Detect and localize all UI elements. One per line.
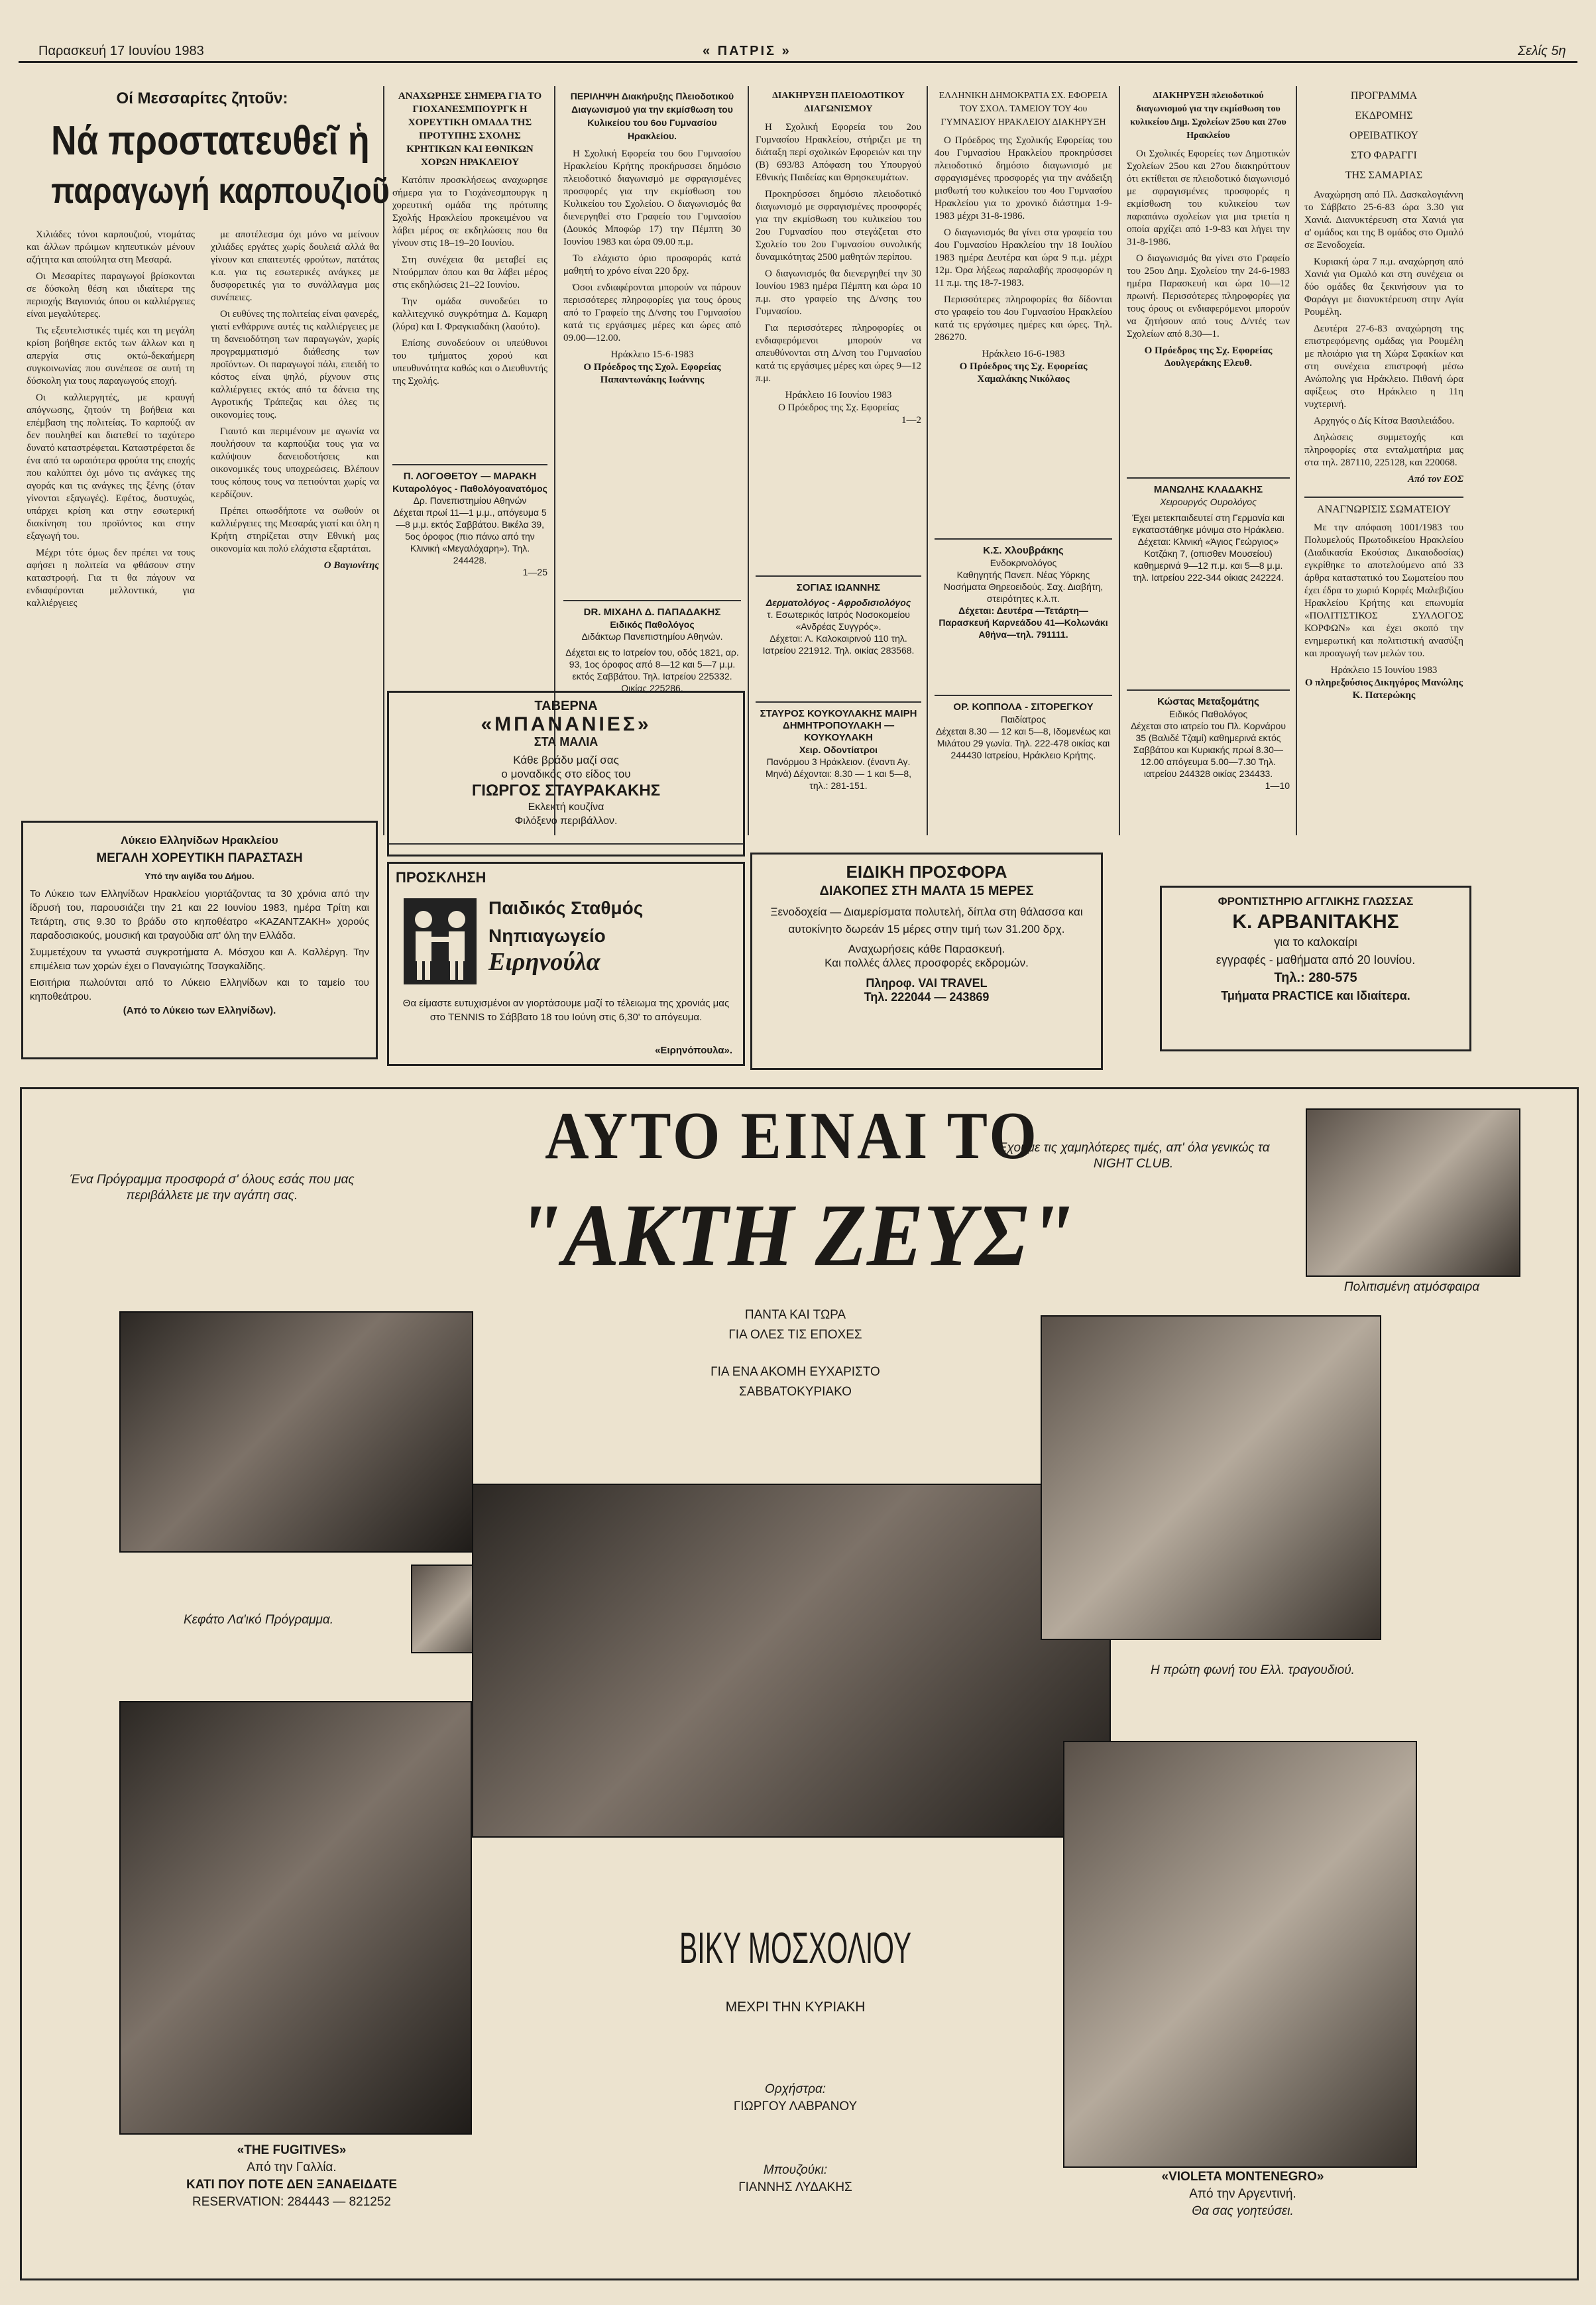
article-dance-group — [392, 89, 547, 392]
lead-article — [27, 89, 390, 213]
article-paragraph: Ο Πρόεδρος της Σχολικής Εφορείας του 4ου Γυμνασίου Ηρακλείου προκηρύσσει πλειοδοτικό δημόσιο διαγωνισμό με σφραγισμένες προσφορές για την ανάδειξη μισθωτή του κυλικείου του 4ου Γυμνασίου Ηρακλείου για το χρονικό διάστημα 1-9-1983 μέχρι 31-8-1986. — [935, 135, 1112, 221]
ad-koppola — [935, 695, 1112, 761]
ad-signature: (Από το Λύκειο των Ελληνίδων). — [123, 1005, 276, 1016]
ad-name: Π. ΛΟΓΟΘΕΤΟΥ — ΜΑΡΑΚΗ — [403, 471, 537, 482]
article-paragraph: Αναχώρηση από Πλ. Δασκαλογιάννη το Σάββατο 25-6-83 ώρα 3.30 για Χανιά. Διανυκτέρευση στα Χανιά για α' ομάδος και της Β ομάδος στο Ομαλό σε Ξενοδοχεία. — [1304, 190, 1463, 251]
ad-credentials: τ. Εσωτερικός Ιατρός Νοσοκομείου «Ανδρέας Συγγρός». — [767, 609, 910, 632]
article-title: ΤΗΣ ΣΑΜΑΡΙΑΣ — [1345, 170, 1423, 181]
ad-body: Το Λύκειο των Ελληνίδων Ηρακλείου γιορτάζοντας τα 30 χρόνια από την ίδρυσή του, παρουσιάζει την 21 και 22 Ιουνίου 1983, ημέρα Τρίτη και Τετάρτη, στις 9.30 το βράδυ στο κηποθέατρο «ΚΑΖΑΝΤΖΑΚΗ» χορούς παραδοσιακούς, μουσική και τραγούδια απ' όλη την Ελλάδα. — [30, 888, 369, 941]
article-title: ΕΛΛΗΝΙΚΗ ΔΗΜΟΚΡΑΤΙΑ ΣΧ. ΕΦΟΡΕΙΑ ΤΟΥ ΣΧΟΛ. ΤΑΜΕΙΟΥ ΤΟΥ 4ου ΓΥΜΝΑΣΙΟΥ ΗΡΑΚΛΕΙΟΥ ΔΙΑΚΗΡΥΞΗ — [939, 91, 1108, 127]
bouzouki-name: ΓΙΑΝΝΗΣ ΛΥΔΑΚΗΣ — [738, 2180, 852, 2194]
ad-body: για το καλοκαίρι — [1274, 935, 1357, 949]
akti-zeus-tagline-left: Ένα Πρόγραμμα προσφορά σ' όλους εσάς που μας περιβάλλετε με την αγάπη σας. — [70, 1173, 355, 1203]
article-title: ΠΕΡΙΛΗΨΗ Διακήρυξης Πλειοδοτικού Διαγωνισμού για την εκμίσθωση του Κυλικείου του 6ου Γυμνασίου Ηρακλείου. — [570, 91, 734, 141]
column-rule — [1296, 86, 1297, 835]
article-date: Ηράκλειο 16 Ιουνίου 1983 — [785, 390, 892, 400]
ad-name: ΟΡ. ΚΟΠΠΟΛΑ - ΣΙΤΟΡΕΓΚΟΥ — [953, 701, 1094, 713]
article-date: Ηράκλειο 15-6-1983 — [610, 349, 694, 360]
header-page-number: Σελίς 5η — [1518, 44, 1566, 58]
akti-zeus-slogan: ΓΙΑ ΟΛΕΣ ΤΙΣ ΕΠΟΧΕΣ — [728, 1328, 862, 1342]
photo-nightclub-interior — [1306, 1108, 1520, 1277]
fugitives-origin: Από την Γαλλία. — [247, 2160, 337, 2174]
article-paragraph: Δευτέρα 27-6-83 αναχώρηση της επιστρεφόμενης ομάδας για Ρουμέλη με πλοιάριο για τη Χώρα Σφακίων και στη συνέχεια επιστροφή μέσω Ανώπολης για Ηράκλειο. Πιθανή ώρα αφίξεως στο Ηράκλειο η 11η νυχτερινή. — [1304, 324, 1463, 410]
header-rule — [19, 61, 1577, 63]
violeta-tagline: Θα σας γοητεύσει. — [1192, 2204, 1294, 2218]
ad-metaxomatis — [1127, 689, 1290, 792]
article-paragraph: Ο διαγωνισμός θα γίνει στο Γραφείο του 25ου Δημ. Σχολείου την 24-6-1983 ημέρα Παρασκευή και ώρα 10—12 πρωινή. Περισσότερες πληροφορίες για τους όρους οι ενδιαφερόμενοι μπορούν να ζητήσουν από τους Δ/ντές των Σχολείων από 8.30—1. — [1127, 253, 1290, 339]
ad-heading: Παιδικός Σταθμός — [488, 898, 644, 918]
article-paragraph: Ο διαγωνισμός θα διενεργηθεί την 30 Ιουνίου 1983 ημέρα Πέμπτη και ώρα 10 π.μ. στο γραφείο της Δ/νσης του Γυμνασίου. — [756, 268, 921, 317]
bouzouki-label: Μπουζούκι: — [763, 2163, 828, 2177]
article-paragraph: Η Σχολική Εφορεία του 6ου Γυμνασίου Ηρακλείου Κρήτης προκήρυσσει δημόσιο πλειοδοτικό διαγωνισμό με σφραγισμένες προσφορές για την εκμίσθωση του Κυλικείου του Σχολείου. Ο διαγωνισμός θα διενεργηθεί στο Γραφείο του Γυμνασίου (Δουκός Μποφώρ 17) την Πέμπτη 30 Ιουνίου 1983 και ώρα 09.00 π.μ. — [563, 148, 741, 247]
ad-details: Δέχεται εις το Ιατρείον του, οδός 1821, αρ. 93, 1ος όροφος από 8—12 και 5—7 μ.μ. εκτός Σαββάτου. Τηλ. Ιατρείου 225332. Οικίας 225286. — [565, 647, 739, 693]
akti-zeus-slogan: ΠΑΝΤΑ ΚΑΙ ΤΩΡΑ — [744, 1308, 846, 1322]
ad-performer: ΓΙΩΡΓΟΣ ΣΤΑΥΡΑΚΑΚΗΣ — [471, 782, 661, 799]
fugitives-title: «THE FUGITIVES» — [237, 2143, 347, 2157]
lead-paragraph: Γιαυτό και περιμένουν με αγωνία να πουλήσουν τα καρπούζια τους για να καλύψουν δανειοδοτήσεις και οικονομικές τους υποχρεώσεις. Βλέπουν τους κόπους τους να πετιούνται χωρίς να κερδίζουν. — [211, 426, 379, 500]
ad-body: Κάθε βράδυ μαζί σας — [513, 754, 619, 766]
ad-kladakis — [1127, 477, 1290, 583]
lead-paragraph: Οι Μεσαρίτες παραγωγοί βρίσκονται σε δύσκολη θέση και ιδιαίτερα της περιοχής Βαγιονιάς όπου οι καλλιέργειες είναι μεγαλύτερες. — [27, 271, 195, 320]
lead-body-col1 — [27, 229, 195, 614]
ad-title: Χειρ. Οδοντίατροι — [799, 744, 878, 755]
caption-atmosphere: Πολιτισμένη ατμόσφαιρα — [1343, 1280, 1480, 1294]
ad-sogias — [756, 575, 921, 656]
header-date: Παρασκευή 17 Ιουνίου 1983 — [38, 44, 204, 58]
akti-zeus-headline-2: "ΑΚΤΗ ΖΕΥΣ" — [516, 1185, 1075, 1285]
ad-body: Συμμετέχουν τα γνωστά συγκροτήματα Α. Μόσχου και Α. Καλλέργη. Την επιμέλεια των χορών έχει ο Παναγιώτης Τσαγκαλίδης. — [30, 947, 369, 972]
article-25th-27th-schools — [1127, 89, 1290, 370]
article-paragraph: Αρχηγός ο Δίς Κίτσα Βασιλειάδου. — [1314, 416, 1455, 426]
ad-name: Κώστας Μεταξομάτης — [1157, 696, 1259, 707]
akti-zeus-slogan: ΣΑΒΒΑΤΟΚΥΡΙΑΚΟ — [739, 1385, 852, 1399]
article-title: ΟΡΕΙΒΑΤΙΚΟΥ — [1349, 130, 1418, 141]
viky-mosxoliou-name: ΒΙΚΥ ΜΟΣΧΟΛΙΟΥ — [679, 1923, 911, 1972]
lead-kicker: Οί Μεσσαρίτες ζητοῦν: — [116, 89, 288, 107]
ad-brand: Ειρηνούλα — [488, 948, 600, 976]
children-logo-icon — [404, 898, 477, 984]
akti-zeus-tagline-right: Έχουμε τις χαμηλότερες τιμές, απ' όλα γενικώς τα NIGHT CLUB. — [997, 1141, 1270, 1171]
article-run-code: 1—2 — [901, 415, 921, 426]
lead-paragraph: με αποτέλεσμα όχι μόνο να μείνουν χιλιάδες εργάτες χωρίς δουλειά αλλά θα γίνουν και επαιτευτές φρούτων, πατάτας κ.α. για τις εσωτερικές ανάγκες με δυσφορετικές για το συνάλλαγμα μας συνέπειες. — [211, 229, 379, 303]
article-signature: Ο Πρόεδρος της Σχ. Εφορείας Δουλγεράκης Ελευθ. — [1144, 345, 1273, 369]
ad-hours: Δέχεται: Δευτέρα —Τετάρτη—Παρασκευή Καρνεάδου 41—Κολωνάκι Αθήνα—τηλ. 791111. — [939, 605, 1108, 640]
ad-heading: ΔΙΑΚΟΠΕΣ ΣΤΗ ΜΑΛΤΑ 15 ΜΕΡΕΣ — [819, 884, 1034, 898]
ad-name: ΣΤΑΥΡΟΣ ΚΟΥΚΟΥΛΑΚΗΣ ΜΑΙΡΗ ΔΗΜΗΤΡΟΠΟΥΛΑΚΗ — ΚΟΥΚΟΥΛΑΚΗ — [760, 708, 917, 743]
ad-contact: Πληροφ. VAI TRAVEL — [866, 976, 988, 990]
ad-subheading: Υπό την αιγίδα του Δήμου. — [144, 871, 255, 881]
ad-papadakis — [563, 600, 741, 694]
article-signature: Ο Πρόεδρος της Σχ. Εφορείας Χαμαλάκης Νικόλαος — [959, 361, 1088, 384]
ad-name: DR. ΜΙΧΑΗΛ Δ. ΠΑΠΑΔΑΚΗΣ — [583, 607, 721, 618]
lead-paragraph: Οι καλλιεργητές, με κραυγή απόγνωσης, ζητούν τη βοήθεια και επέμβαση της πολιτείας. Το καρπούζι αν δεν πουληθεί και διατεθεί το ταχύτερο δυνατό καταστρέφεται. Καταστρέφεται δε ένα από τα ωραιότερα φρούτα της εποχής που καλύπτει όχι μόνο τις ανάγκες της αγοράς και τις ανάγκες της ξένης (όταν γίνονται εξαγωγές). Εφέτος, δυστυχώς, υπάρχει κρίση και στην εσωτερική διακίνηση του προϊόντος και στην εξαγωγή του. — [27, 392, 195, 542]
caption-folk-program: Κεφάτο Λα'ικό Πρόγραμμα. — [183, 1613, 334, 1627]
ad-title: Ενδοκρινολόγος — [990, 558, 1057, 568]
ad-body: Αναχωρήσεις κάθε Παρασκευή. — [848, 943, 1005, 955]
ad-invitation-eirinoula — [387, 862, 745, 1066]
article-paragraph: Το ελάχιστο όριο προσφοράς κατά μαθητή το χρόνο είναι 220 δρχ. — [563, 253, 741, 276]
article-paragraph: Ο διαγωνισμός θα γίνει στα γραφεία του 4ου Γυμνασίου Ηρακλείου την 18 Ιουλίου 1983 ημέρα Δευτέρα και ώρα 9 π.μ. μέχρι 12μ. Όρα λήξεως παραλαβής προσφορών η 11 π.μ. της 18-7-1983. — [935, 227, 1112, 288]
column-rule — [927, 86, 928, 835]
ad-brand: Κ. ΑΡΒΑΝΙΤΑΚΗΣ — [1232, 911, 1399, 933]
article-paragraph: Επίσης συνοδεύουν οι υπεύθυνοι του τμήματος χορού και υπευθυνότητα καθώς και ο Διευθυντής της Σχολής. — [392, 338, 547, 386]
lead-signature: Ο Βαγιονίτης — [323, 560, 379, 571]
column-rule — [748, 86, 749, 835]
ad-heading: ΜΕΓΑΛΗ ΧΟΡΕΥΤΙΚΗ ΠΑΡΑΣΤΑΣΗ — [96, 851, 303, 865]
ad-malta-offer — [750, 853, 1103, 1070]
lead-headline-line1: Νά προστατευθεῖ ἡ — [51, 118, 370, 164]
photo-folk-band — [119, 1311, 473, 1553]
ad-chlouvrakis — [935, 538, 1112, 640]
violeta-title: «VIOLETA MONTENEGRO» — [1161, 2170, 1324, 2184]
ad-taverna-bananies — [387, 691, 745, 857]
ad-details: Δέχεται: Λ. Καλοκαιρινού 110 τηλ. Ιατρείου 221912. Τηλ. οικίας 283568. — [762, 633, 915, 656]
ad-credentials: Δρ. Πανεπιστημίου Αθηνών — [413, 495, 527, 506]
ad-name: ΣΟΓΙΑΣ ΙΩΑΝΝΗΣ — [796, 582, 881, 593]
lead-paragraph: Χιλιάδες τόνοι καρπουζιού, ντομάτας και άλλων πρώιμων κηπευτικών μένουν αζήτητα και απούλητα στη Μεσαρά. — [27, 229, 195, 265]
article-date: Ηράκλειο 15 Ιουνίου 1983 — [1330, 665, 1438, 676]
photo-viky-mosxoliou — [1041, 1315, 1381, 1640]
lead-paragraph: Οι ευθύνες της πολιτείας είναι φανερές, γιατί ενθάρρυνε αυτές τις καλλιέργειες με τη δανειοδότηση των παραγωγών, χωρίς προγραμματισμό διάθεσης των προϊόντων. Οι παραγωγοί πάλι, επειδή το κόστος είναι ψηλό, ρίχνουν στις καλλιέργειες εκτός από τα δάνεια της Αγροτικής Τράπεζας και όλες τις οικονομίες τους. — [211, 309, 379, 420]
ad-heading: Λύκειο Ελληνίδων Ηρακλείου — [121, 834, 278, 847]
ad-koukoulakis — [756, 701, 921, 792]
photo-fugitives-dancer — [119, 1701, 472, 2135]
fugitives-tagline: ΚΑΤΙ ΠΟΥ ΠΟΤΕ ΔΕΝ ΞΑΝΑΕΙΔΑΤΕ — [186, 2178, 398, 2192]
article-date: Ηράκλειο 16-6-1983 — [982, 349, 1065, 359]
article-title: ΠΡΟΓΡΑΜΜΑ — [1350, 90, 1418, 101]
article-paragraph: Με την απόφαση 1001/1983 του Πολυμελούς Πρωτοδικείου Ηρακλείου (Διαδικασία Εκούσιας Δικαιοδοσίας) εγκρίθηκε το αποτελούμενο από 33 άρθρα καταστατικό του Σωματείου που έχει έδρα το χωριό Κορφές Μαλεβιζίου Ηρακλείου Κρήτης και επωνυμία «ΠΟΛΙΤΙΣΤΙΚΟΣ ΣΥΛΛΟΓΟΣ ΚΟΡΦΩΝ» και έχει σκοπό την ενημερωτική και πολιτιστική ανασύξη και προαγωγή των μελών του. — [1304, 522, 1463, 659]
article-paragraph: Κυριακή ώρα 7 π.μ. αναχώρηση από Χανιά για Ομαλό και στη συνέχεια οι δύο ομάδες θα ξεκινήσουν για το Φαράγγι με διανυκτέρευση στην Αγία Ρουμέλη. — [1304, 257, 1463, 318]
ad-brand: «ΜΠΑΝΑΝΙΕΣ» — [481, 713, 652, 735]
ad-credentials: Καθηγητής Πανεπ. Νέας Υόρκης — [956, 569, 1090, 580]
article-title: ΔΙΑΚΗΡΥΞΗ ΠΛΕΙΟΔΟΤΙΚΟΥ ΔΙΑΓΩΝΙΣΜΟΥ — [772, 91, 905, 114]
ad-logothetou — [392, 464, 547, 578]
ad-run-code: 1—25 — [522, 567, 547, 577]
ad-phone: Τηλ.: 280-575 — [1274, 971, 1357, 985]
ad-body: Ξενοδοχεία — Διαμερίσματα πολυτελή, δίπλα στη θάλασσα και αυτοκίνητο δωρεάν 15 μέρες στην τιμή των 31.200 δρχ. — [770, 906, 1083, 935]
ad-title: Ειδικός Παθολόγος — [1168, 709, 1248, 719]
article-2nd-gymnasium — [756, 89, 921, 427]
violeta-origin: Από την Αργεντινή. — [1189, 2187, 1296, 2201]
article-paragraph: Στη συνέχεια θα μεταβεί εις Ντούρμπαν όπου και θα λάβει μέρος στις εκδηλώσεις 21–22 Ιουνίου. — [392, 255, 547, 290]
article-title: ΑΝΑΧΩΡΗΣΕ ΣΗΜΕΡΑ ΓΙΑ ΤΟ ΓΙΟΧΑΝΕΣΜΠΟΥΡΓΚ Η ΧΟΡΕΥΤΙΚΗ ΟΜΑΔΑ ΤΗΣ ΠΡΟΤΥΠΗΣ ΣΧΟΛΗΣ ΚΡΗΤΙΚΩΝ ΚΑΙ ΕΘΝΙΚΩΝ ΧΟΡΩΝ ΗΡΑΚΛΕΙΟΥ — [398, 91, 542, 168]
article-paragraph: Δηλώσεις συμμετοχής και πληροφορίες στα ενταλματήρια μας στα τηλ. 287110, 225128, και 220068. — [1304, 432, 1463, 468]
ad-body: Τμήματα PRACTICE και Ιδιαίτερα. — [1221, 989, 1410, 1002]
ad-english-school — [1160, 886, 1471, 1051]
lead-paragraph: Τις εξευτελιστικές τιμές και τη μεγάλη κρίση βοήθησε εκτός των άλλων και η απεργία στις οκτώ-δεκαήμερη συγκοινωνίας που συνέπεσε σε αυτή τη δύσκολη για τους παραγωγούς εποχή. — [27, 325, 195, 386]
article-title: ΣΤΟ ΦΑΡΑΓΓΙ — [1351, 150, 1417, 161]
article-title: ΑΝΑΓΝΩΡΙΣΙΣ ΣΩΜΑΤΕΙΟΥ — [1304, 497, 1463, 516]
article-paragraph: Όσοι ενδιαφέρονται μπορούν να πάρουν περισσότερες πληροφορίες για τους όρους από το Γραφείο της Δ/νσης του Γυμνασίου κατά τις εργάσιμες μέρες και ώρες από 09.00—12.00. — [563, 282, 741, 343]
article-4th-gymnasium — [935, 89, 1112, 386]
article-paragraph: Προκηρύσσει δημόσιο πλειοδοτικό διαγωνισμό με σφραγισμένες προσφορές για την εκμίσθωση του κυλικείου του 2ου Γυμνασίου που στεγάζεται στο Σχολείο του 2ου Γυμνασίου συνολικής δυναμικότητας 2500 μαθητών περίπου. — [756, 189, 921, 263]
fugitives-reservation: RESERVATION: 284443 — 821252 — [192, 2195, 391, 2209]
ad-location: ΣΤΑ ΜΑΛΙΑ — [534, 735, 598, 748]
article-6th-gymnasium — [563, 89, 741, 386]
caption-first-voice: Η πρώτη φωνή του Ελλ. τραγουδιού. — [1151, 1663, 1355, 1677]
article-paragraph: Περισσότερες πληροφορίες θα δίδονται στο γραφείο του 4ου Γυμνασίου Ηρακλείου κατά τις εργάσιμες ημέρες και ώρες. Τηλ. 286270. — [935, 294, 1112, 343]
ad-body: εγγραφές - μαθήματα από 20 Ιουνίου. — [1216, 953, 1416, 967]
ad-details: Νοσήματα Θηρεοειδούς. Σαχ. Διαβήτη, στειρότητες κ.λ.π. — [943, 581, 1104, 604]
lead-paragraph: Πρέπει οπωσδήποτε να σωθούν οι καλλιέργειες της Μεσαράς γιατί και όλη η Κρήτη στηρίζεται στην Εθνική μας οικονομία και πολύ ελάχιστα εξαρτάται. — [211, 506, 379, 554]
article-signature: Ο πληρεξούσιος Δικηγόρος Μανώλης Κ. Πατερώκης — [1304, 678, 1463, 701]
article-title: ΕΚΔΡΟΜΗΣ — [1355, 110, 1413, 121]
article-signature: Ο Πρόεδρος της Σχολ. Εφορείας Παπαντωνάκης Ιωάννης — [583, 362, 721, 385]
lead-paragraph: Μέχρι τότε όμως δεν πρέπει να τους αφήσει η πολιτεία να φθάσουν στην καταστροφή. Για τι θα πάγουν να ενδιαφέρονται μελλοντικά, για καλλιέργειες — [27, 548, 195, 609]
ad-lykeio-ellinidon — [21, 821, 378, 1059]
ad-credentials: Διδάκτωρ Πανεπιστημίου Αθηνών. — [581, 631, 723, 642]
article-paragraph: Οι Σχολικές Εφορείες των Δημοτικών Σχολείων 25ου και 27ου διακηρύττουν ότι εκτίθεται σε πλειοδοτικό διαγωνισμό με σφραγισμένες προσφορές η εκμίσθωση του κυλικείου των παραπάνω σχολείων για μια τριετία η οποία αρχίζει από 1-9-83 και λήγει την 31-8-1986. — [1127, 148, 1290, 247]
ad-details: Έχει μετεκπαιδευτεί στη Γερμανία και εγκαταστάθηκε μόνιμα στο Ηράκλειο. Δέχεται: Κλινική «Άγιος Γεώργιος» Κοτζάκη 7, (οπισθεν Μουσείου) καθημερινά 9—12 π.μ. και 5—8 μ.μ. τηλ. Ιατρείου 222-344 οίκιας 242224. — [1132, 512, 1284, 583]
header-paper-name: « ΠΑΤΡΙΣ » — [703, 44, 791, 58]
ad-heading: ΤΑΒΕΡΝΑ — [534, 699, 598, 713]
ad-body: Εισιτήρια πωλούνται από το Λύκειο Ελληνίδων και το ταμείο του κηποθεάτρου. — [30, 977, 369, 1002]
ad-details: Δέχεται 8.30 — 12 και 5—8, Ιδομενέως και Μιλάτου 29 γωνία. Τηλ. 222-478 οικίας και 244430 Ιατρείου, Ηράκλειο Κρήτης. — [936, 726, 1111, 760]
ad-body: Θα είμαστε ευτυχισμένοι αν γιορτάσουμε μαζί το τέλειωμα της χρονιάς μας στο TENNIS το Σάββατο 18 του Ιούνη στις 6,30' το απόγευμα. — [402, 998, 730, 1023]
viky-until: ΜΕΧΡΙ ΤΗΝ ΚΥΡΙΑΚΗ — [725, 1999, 866, 2015]
ad-title: Δερματολόγος - Αφροδισιολόγος — [766, 597, 911, 608]
ad-title: Ειδικός Παθολόγος — [610, 619, 695, 630]
ad-body: Εκλεκτή κουζίνα — [528, 801, 604, 813]
ad-title: Παιδίατρος — [1000, 714, 1047, 725]
ad-heading: ΦΡΟΝΤΙΣΤΗΡΙΟ ΑΓΓΛΙΚΗΣ ΓΛΩΣΣΑΣ — [1218, 895, 1414, 908]
ad-signature: «Ειρηνόπουλα». — [655, 1045, 732, 1056]
lead-body-col2 — [211, 229, 379, 572]
orchestra-name: ΓΙΩΡΓΟΥ ΛΑΒΡΑΝΟΥ — [733, 2099, 858, 2113]
ad-heading: ΠΡΟΣΚΛΗΣΗ — [396, 869, 486, 886]
article-signature: Ο Πρόεδρος της Σχ. Εφορείας — [778, 402, 899, 413]
ad-body: Και πολλές άλλες προσφορές εκδρομών. — [825, 957, 1029, 969]
ad-details: Δέχεται στο ιατρείο του Πλ. Κορνάρου 35 (Βαλιδέ Τζαμί) καθημερινά εκτός Σαββάτου και Κυριακής πρωί 8.30—12.00 απόγευμα 5.00—7.30 Τηλ. ιατρείου 244328 οικίας 234433. — [1131, 721, 1286, 779]
ad-heading: ΕΙΔΙΚΗ ΠΡΟΣΦΟΡΑ — [846, 862, 1007, 882]
orchestra-label: Ορχήστρα: — [764, 2082, 826, 2096]
akti-zeus-slogan: ΓΙΑ ΕΝΑ ΑΚΟΜΗ ΕΥΧΑΡΙΣΤΟ — [711, 1365, 880, 1379]
article-title: ΔΙΑΚΗΡΥΞΗ πλειοδοτικού διαγωνισμού για την εκμίσθωση του κυλικείου Δημ. Σχολείων 25ου και 27ου Ηρακλείου — [1130, 91, 1286, 141]
ad-name: Κ.Σ. Χλουβράκης — [983, 545, 1064, 556]
article-hiking-program — [1304, 89, 1463, 702]
ad-phone: Τηλ. 222044 — 243869 — [864, 990, 990, 1004]
ad-body: Φιλόξενο περιβάλλον. — [514, 815, 618, 827]
column-rule — [1119, 86, 1120, 835]
ad-title: Χειρουργός Ουρολόγος — [1160, 497, 1257, 507]
ad-run-code: 1—10 — [1265, 780, 1290, 791]
article-signature: Από τον ΕΟΣ — [1408, 474, 1463, 485]
akti-zeus-headline-1: ΑΥΤΟ ΕΙΝΑΙ ΤΟ — [545, 1098, 1039, 1173]
article-paragraph: Για περισσότερες πληροφορίες οι ενδιαφερόμενοι μπορούν να απευθύνονται στη Δ/νση του Γυμνασίου κατά τις εργάσιμες μέρες και ώρες 9—12 π.μ. — [756, 323, 921, 384]
article-paragraph: Η Σχολική Εφορεία του 2ου Γυμνασίου Ηρακλείου, στήριζει με τη διάταξη περί σχολικών Εφορειών και την (Β) 693/83 Απόφαση του Υπουργού Εθνικής Παιδείας και Θρησκευμάτων. — [756, 122, 921, 183]
ad-heading: Νηπιαγωγείο — [488, 925, 606, 946]
lead-headline-line2: παραγωγή καρπουζιοῦ — [51, 171, 390, 211]
photo-violeta-montenegro — [1063, 1741, 1417, 2168]
ad-body: ο μοναδικός στο είδος του — [501, 768, 631, 780]
article-paragraph: Την ομάδα συνοδεύει το καλλιτεχνικό συγκρότημα Δ. Καμαρη (λύρα) και Ι. Φραγκιαδάκη (λαούτο). — [392, 296, 547, 332]
ad-name: ΜΑΝΩΛΗΣ ΚΛΑΔΑΚΗΣ — [1153, 484, 1263, 495]
ad-details: Πανόρμου 3 Ηράκλειον. (έναντι Αγ. Μηνά) Δέχονται: 8.30 — 1 και 5—8, τηλ.: 281-151. — [765, 756, 912, 791]
ad-details: Δέχεται πρωί 11—1 μ.μ., απόγευμα 5—8 μ.μ. εκτός Σαββάτου. Βικέλα 39, 5ος όροφος (πιο πάνω από την Κλινική «Μεγαλόχαρη»). Τηλ. 244428. — [393, 507, 547, 565]
article-paragraph: Κατόπιν προσκλήσεως αναχωρησε σήμερα για το Γιοχάνεσμπουργκ η χορευτική ομάδα της πρότυπης Σχολής Ηρακλείου προκειμένου να λάβει μέρος σε εκδηλώσεις που θα γίνουν στις 18–19–20 Ιουνίου. — [392, 175, 547, 249]
ad-title: Κυταρολόγος - Παθολόγοανατόμος — [392, 483, 547, 494]
photo-stage-performers — [472, 1484, 1111, 1838]
